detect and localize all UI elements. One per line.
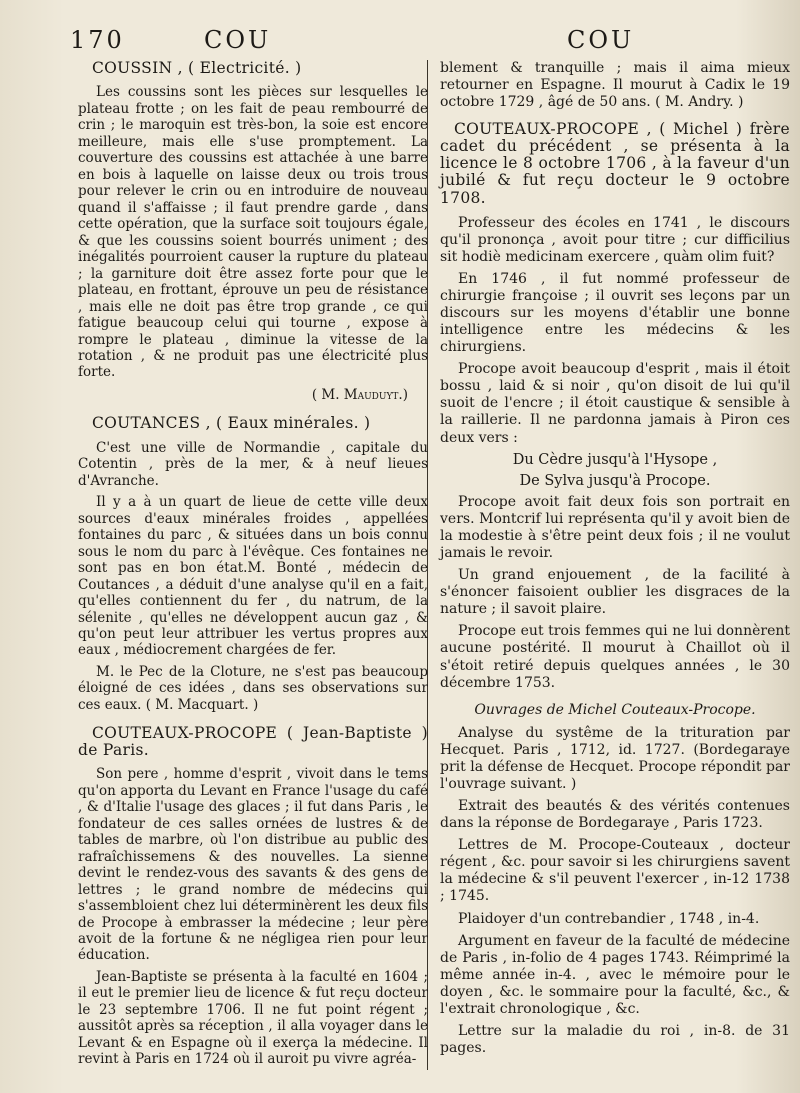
work-item: Plaidoyer d'un contrebandier , 1748 , in-4. (458, 910, 760, 927)
michel-paragraph-4: Procope avoit fait deux fois son portrait en vers. Montcrif lui représenta qu'il y avoit bien de la modestie à s'être peint deux fois ; il ne voulut jamais le revoir. (440, 493, 790, 562)
michel-paragraph-2: En 1746 , il fut nommé professeur de chirurgie françoise ; il ouvrit ses leçons par un discours sur les moyens d'établir une bonne intelligence entre les médecins & les chirurgiens. (440, 270, 790, 356)
michel-paragraph-6: Procope eut trois femmes qui ne lui donnèrent aucune postérité. Il mourut à Chaillot où il s'étoit retiré depuis quelques années , le 30 décembre 1753. (440, 623, 790, 691)
work-item: Lettre sur la maladie du roi , in-8. de 31 pages. (440, 1022, 790, 1057)
michel-paragraph-1: Professeur des écoles en 1741 , le discours qu'il prononça , avoit pour titre ; cur difficilius sit hodiè medicinam exercere , quàm olim fuit? (440, 214, 790, 265)
continuation-paragraph: blement & tranquille ; mais il aima mieux retourner en Espagne. Il mourut à Cadix le 19 octobre 1729 , âgé de 50 ans. ( M. Andry. ) (440, 60, 790, 111)
work-item: Lettres de M. Procope-Couteaux , docteur régent , &c. pour savoir si les chirurgiens savent la médecine & s'il peuvent l'exercer , in-12 1738 ; 1745. (440, 837, 790, 905)
michel-paragraph-5: Un grand enjouement , de la facilité à s'énoncer faisoient oublier les disgraces de la nature ; il savoit plaire. (440, 567, 790, 618)
coutances-paragraph-3: M. le Pec de la Cloture, ne s'est pas beaucoup éloigné de ces idées , dans ses observations sur ces eaux. ( M. Macquart. ) (78, 663, 428, 713)
running-head-right: COU (567, 26, 635, 54)
work-item: Argument en faveur de la faculté de médecine de Paris , in-folio de 4 pages 1743. Réimprimé la même année in-4. , avec le mémoire pour le doyen , &c. le sommaire pour la faculté, &c., & l'extrait chronologique , &c. (440, 932, 790, 1017)
left-column (78, 60, 428, 1073)
entry-title-coussin: COUSSIN , ( Electricité. ) (92, 59, 302, 77)
work-item: Analyse du systême de la trituration par Hecquet. Paris , 1712, id. 1727. (Bordegaraye prit la défense de Hecquet. Procope répondit par l'ouvrage suivant. ) (440, 724, 790, 792)
page-number: 170 (70, 26, 125, 54)
entry-title-couteaux-michel: COUTEAUX-PROCOPE , ( Michel ) frère cadet du précédent , se présenta à la licence le 8 octobre 1706 , à la faveur d'un jubilé & fut reçu docteur le 9 octobre 1708. (440, 120, 790, 207)
michel-paragraph-3: Procope avoit beaucoup d'esprit , mais il étoit bossu , laid & si noir , qu'on disoit de lui qu'il suoit de l'encre ; il étoit caustique & sensible à la raillerie. Il ne pardonna jamais à Piron ces deux vers : (440, 361, 790, 446)
verse-line-1: Du Cèdre jusqu'à l'Hysope , (512, 451, 718, 468)
coutances-paragraph-2: Il y a à un quart de lieue de cette ville deux sources d'eaux minérales froides , appellées fontaines du parc , & situées dans un bois connu sous le nom du parc à l'évêque. Ces fontaines ne sont pas en bon état.M. Bonté , médecin de Coutances , a déduit d'une analyse qu'il en a fait, qu'elles contiennent du fer , du natrum, de la sélenite , qu'elles ne développent aucun gaz , & qu'on peut leur attribuer les vertus propres aux eaux , médiocrement chargées de fer. (78, 494, 428, 659)
couteaux-jb-paragraph-2: Jean-Baptiste se présenta à la faculté en 1604 ; il eut le premier lieu de licence & fut reçu docteur le 23 septembre 1706. Il ne fut point régent ; aussitôt après sa réception , il alla voyager dans le Levant & en Espagne où il exerça la médecine. Il revint à Paris en 1724 où il auroit pu vivre agréa- (78, 968, 428, 1068)
coussin-signature: ( M. Mauduyt.) (311, 386, 408, 403)
verse-line-2: De Sylva jusqu'à Procope. (519, 472, 711, 489)
couteaux-jb-paragraph-1: Son pere , homme d'esprit , vivoit dans le tems qu'on apporta du Levant en France l'usage du café , & d'Italie l'usage des glaces ; il fut dans Paris , le fondateur de ces salles ornées de lustres & de tables de marbre, où l'on distribue au public des rafraîchissemens & des nouvelles. La sienne devint le rendez-vous des savants & des gens de lettres ; le grand nombre de médecins qui s'assembloient chez lui déterminèrent les deux fils de Procope à embrasser la médecine ; leur père avoit de la fortune & ne négligea rien pour leur éducation. (78, 766, 428, 964)
works-heading: Ouvrages de Michel Couteaux-Procope. (474, 701, 756, 718)
coussin-paragraph: Les coussins sont les pièces sur lesquelles le plateau frotte ; on les fait de peau rembourré de crin ; le maroquin est très-bon, la soie est encore meilleure, mais elle s'use promptement. La couverture des coussins est attachée à une barre en bois à laquelle on laisse deux ou trois trous pour relever le crin ou en introduire de nouveau quand il s'affaisse ; il faut prendre garde , dans cette opération, que la surface soit toujours égale, & que les coussins soient bourrés uniment ; des inégalités pourroient causer la rupture du plateau ; la garniture doit être assez forte pour que le plateau, en frottant, éprouve un peu de résistance , mais elle ne doit pas être trop grande , ce qui fatigue beaucoup celui qui tourne , expose à rompre le plateau , diminue la vitesse de la rotation , & ne produit pas une électricité plus forte. (78, 84, 428, 381)
coutances-paragraph-1: C'est une ville de Normandie , capitale du Cotentin , près de la mer, & à neuf lieues d'Avranche. (78, 439, 428, 489)
right-column (440, 60, 790, 1062)
work-item: Extrait des beautés & des vérités contenues dans la réponse de Bordegaraye , Paris 1723. (440, 798, 790, 832)
entry-title-couteaux-jb: COUTEAUX-PROCOPE ( Jean-Baptiste ) de Paris. (78, 724, 428, 759)
running-head-left: COU (204, 26, 272, 54)
entry-title-coutances: COUTANCES , ( Eaux minérales. ) (92, 414, 371, 433)
page-header (70, 26, 770, 56)
